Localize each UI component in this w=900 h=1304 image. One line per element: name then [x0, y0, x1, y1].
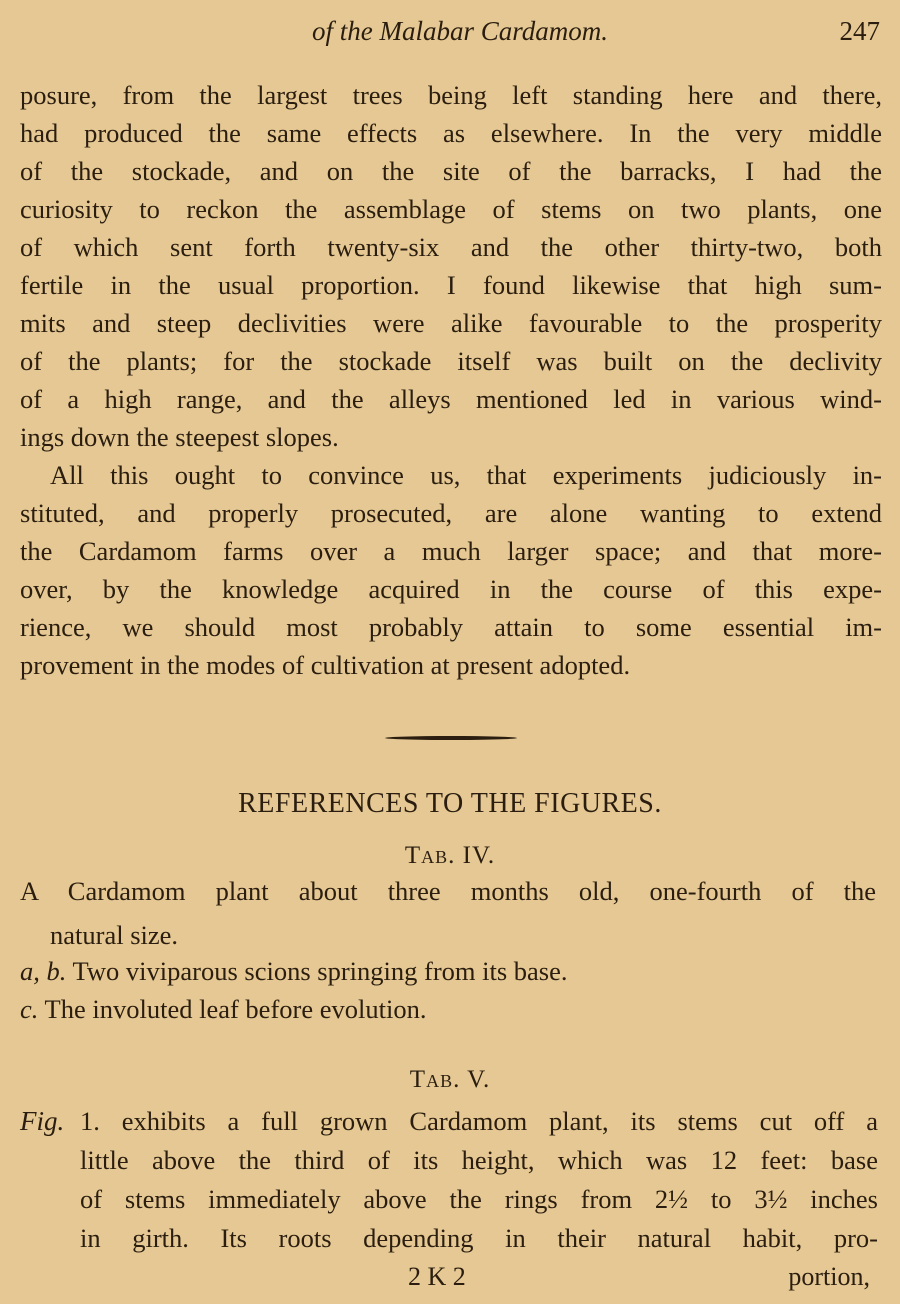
- text-line: A Cardamom plant about three months old, one-fourth of the: [20, 876, 876, 906]
- text-line: stituted, and properly prosecuted, are alone wanting to extend: [20, 498, 882, 528]
- item-key: a, b.: [20, 956, 67, 986]
- signature-mark: 2 K 2: [408, 1262, 466, 1291]
- text-line: All this ought to convince us, that experiments judiciously in-: [50, 460, 882, 490]
- text-line: of which sent forth twenty-six and the other thirty-two, both: [20, 232, 882, 262]
- text-line: had produced the same effects as elsewhere. In the very middle: [20, 118, 882, 148]
- text-line: posure, from the largest trees being left standing here and there,: [20, 80, 882, 110]
- text-line: ings down the steepest slopes.: [20, 422, 339, 452]
- text-line: of a high range, and the alleys mentioned led in various wind-: [20, 384, 882, 414]
- item-key: c.: [20, 994, 39, 1024]
- text-line: little above the third of its height, which was 12 feet: base: [80, 1145, 878, 1175]
- section-divider: [385, 736, 517, 740]
- item-text: The involuted leaf before evolution.: [44, 994, 427, 1024]
- fig-label: Fig.: [20, 1106, 65, 1136]
- text-line: curiosity to reckon the assemblage of stems on two plants, one: [20, 194, 882, 224]
- reference-item-c: [20, 994, 882, 1024]
- text-line: natural size.: [50, 920, 179, 950]
- running-title: of the Malabar Cardamom.: [312, 16, 608, 46]
- text-line: of stems immediately above the rings from 2½ to 3½ inches: [80, 1184, 878, 1214]
- text-line: the Cardamom farms over a much larger space; and that more-: [20, 536, 882, 566]
- catchword: portion,: [788, 1262, 870, 1291]
- text-line: of the stockade, and on the site of the barracks, I had the: [20, 156, 882, 186]
- tab-iv-label: Tab. IV.: [404, 842, 496, 869]
- text-line: of the plants; for the stockade itself was built on the declivity: [20, 346, 882, 376]
- text-line: provement in the modes of cultivation at present adopted.: [20, 650, 631, 680]
- text-line: mits and steep declivities were alike favourable to the prosperity: [20, 308, 882, 338]
- tab-v-label: Tab. V.: [409, 1066, 491, 1093]
- text-line: rience, we should most probably attain to some essential im-: [20, 612, 882, 642]
- text-line: 1. exhibits a full grown Cardamom plant, its stems cut off a: [80, 1106, 878, 1136]
- text-line: in girth. Its roots depending in their natural habit, pro-: [80, 1223, 878, 1253]
- text-line: over, by the knowledge acquired in the course of this expe-: [20, 574, 882, 604]
- item-text: Two viviparous scions springing from its base.: [72, 956, 568, 986]
- page-number: 247: [839, 16, 880, 46]
- text-line: fertile in the usual proportion. I found likewise that high sum-: [20, 270, 882, 300]
- section-heading: REFERENCES TO THE FIGURES.: [238, 788, 662, 819]
- reference-item-ab: [20, 956, 882, 986]
